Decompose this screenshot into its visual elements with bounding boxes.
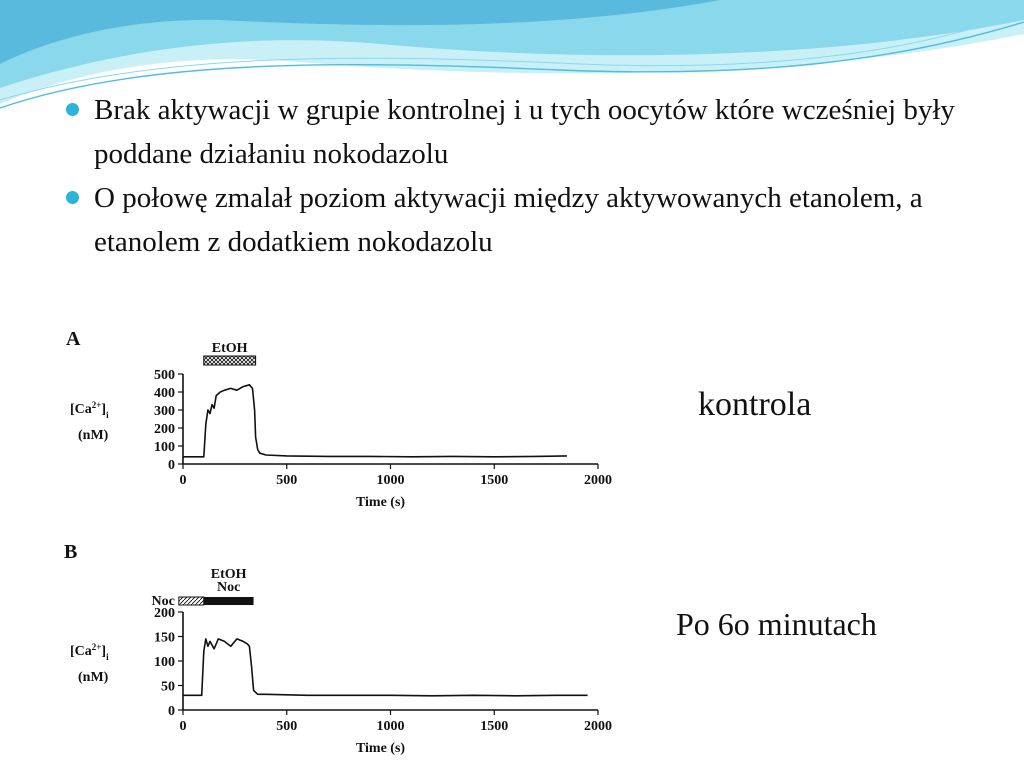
y-tick-label: 50 — [161, 679, 175, 695]
treatment-label: EtOH — [210, 567, 247, 582]
bullet-text: Brak aktywacji w grupie kontrolnej i u tych oocytów które wcześniej były poddane działaniu nokodazolu — [94, 94, 955, 170]
y-tick-label: 500 — [154, 368, 175, 383]
treatment-bar — [204, 356, 256, 365]
calcium-figure — [0, 312, 712, 768]
x-tick-label: 0 — [179, 719, 187, 734]
bullet-list — [66, 88, 966, 264]
figure-panel — [0, 312, 712, 768]
chart-panel-b — [64, 541, 612, 756]
bullet-dot-icon — [66, 191, 79, 204]
x-tick-label: 1500 — [480, 473, 509, 488]
y-axis-label: $[Ca^{2+}]_i$ — [70, 400, 109, 420]
control-label: kontrola — [698, 386, 812, 423]
y-tick-label: 0 — [168, 458, 175, 473]
y-tick-label: 150 — [154, 630, 175, 646]
treatment-bar-hatched — [179, 597, 204, 605]
bullet-dot-icon — [66, 103, 79, 116]
x-tick-label: 0 — [179, 473, 187, 488]
y-tick-label: 100 — [154, 655, 175, 670]
bullet-item — [66, 176, 966, 264]
y-tick-label: 100 — [154, 440, 175, 455]
y-tick-label: 200 — [154, 422, 175, 437]
after-60-minutes-label: Po 6o minutach — [676, 606, 877, 642]
x-tick-label: 2000 — [584, 473, 612, 488]
y-tick-label: 300 — [154, 404, 175, 419]
treatment-label: Noc — [216, 580, 241, 595]
x-axis-label: Time (s) — [355, 741, 406, 756]
y-tick-label: 0 — [168, 704, 175, 719]
y-axis-label: $[Ca^{2+}]_i$ — [70, 642, 109, 662]
series-line — [183, 385, 567, 457]
bullet-text: O połowę zmalał poziom aktywacji między aktywowanych etanolem, a etanolem z dodatkiem nokodazolu — [94, 182, 923, 258]
series-line — [183, 639, 588, 696]
y-tick-label: 400 — [154, 386, 175, 401]
x-tick-label: 2000 — [584, 719, 612, 734]
x-tick-label: 1000 — [376, 719, 405, 734]
treatment-bar-solid — [204, 597, 254, 605]
treatment-label: EtOH — [211, 341, 248, 356]
y-tick-label: 200 — [154, 606, 175, 621]
chart-panel-a — [66, 328, 612, 510]
y-axis-unit: (nM) — [78, 670, 109, 685]
x-axis-label: Time (s) — [355, 495, 406, 510]
x-tick-label: 1000 — [376, 473, 405, 488]
y-axis-unit: (nM) — [78, 428, 109, 443]
bullet-item — [66, 88, 966, 176]
x-tick-label: 500 — [276, 719, 298, 734]
panel-label: B — [64, 541, 78, 563]
panel-label: A — [66, 328, 81, 350]
x-tick-label: 500 — [276, 473, 298, 488]
x-tick-label: 1500 — [480, 719, 509, 734]
treatment-label: Noc — [151, 594, 175, 609]
